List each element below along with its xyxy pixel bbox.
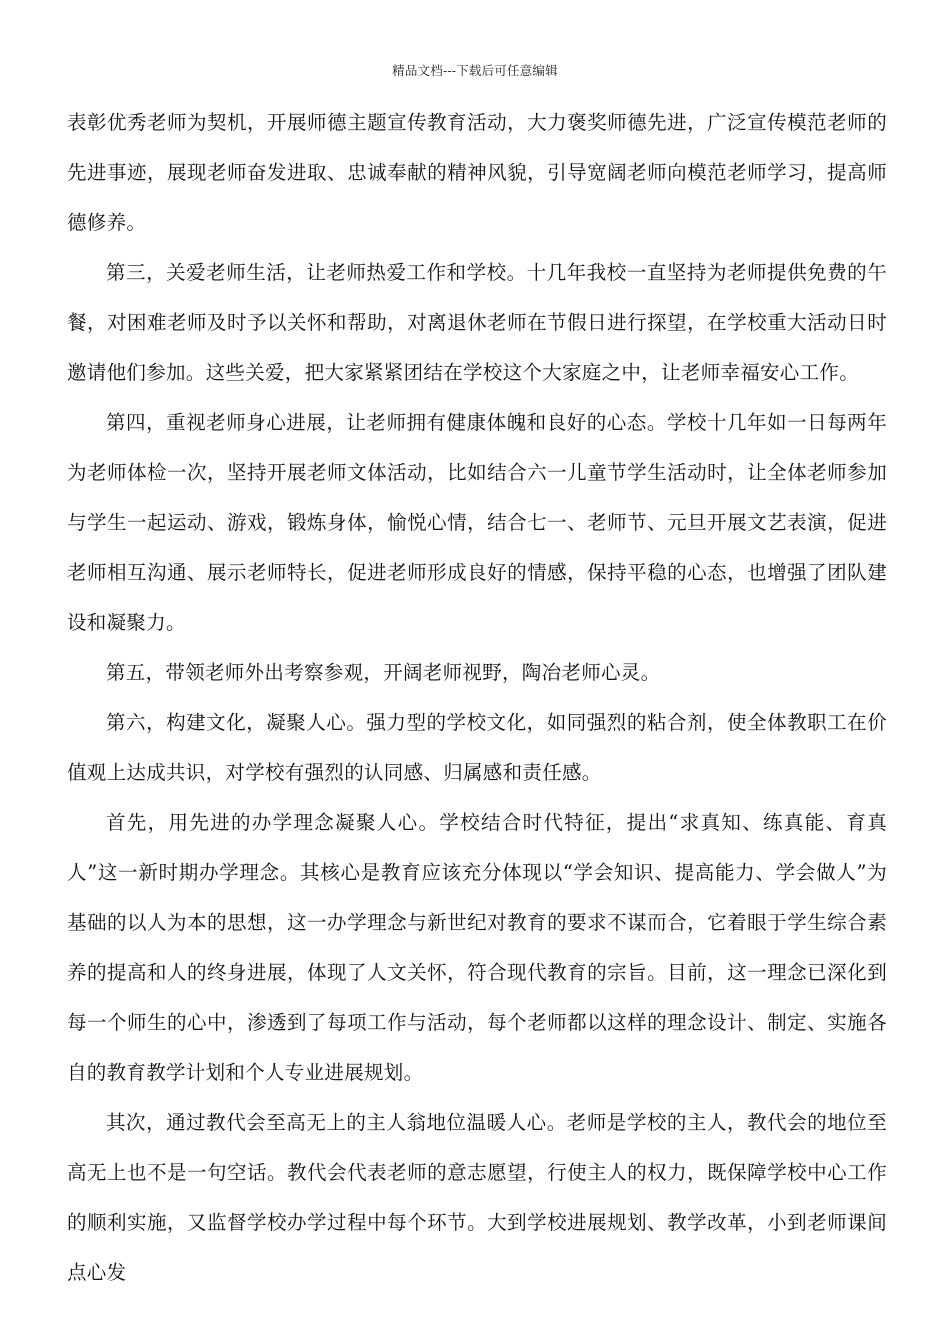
paragraph-6: 首先，用先进的办学理念凝聚人心。学校结合时代特征，提出“求真知、练真能、育真人”这一新时期办学理念。其核心是教育应该充分体现以“学会知识、提高能力、学会做人”为基础的以人为本的思想，这一办学理念与新世纪对教育的要求不谋而合，它着眼于学生综合素养的提高和人的终身进展，体现了人文关怀，符合现代教育的宗旨。目前，这一理念已深化到每一个师生的心中，渗透到了每项工作与活动，每个老师都以这样的理念设计、制定、实施各自的教育教学计划和个人专业进展规划。	[67, 811, 887, 1084]
paragraph-7: 其次，通过教代会至高无上的主人翁地位温暖人心。老师是学校的主人，教代会的地位至高无上也不是一句空话。教代会代表老师的意志愿望，行使主人的权力，既保障学校中心工作的顺利实施，又监督学校办学过程中每个环节。大到学校进展规划、教学改革，小到老师课间点心发	[67, 1111, 887, 1284]
document-body	[67, 98, 887, 1298]
page-header: 精品文档---下载后可任意编辑	[392, 63, 558, 78]
paragraph-3: 第四，重视老师身心进展，让老师拥有健康体魄和良好的心态。学校十几年如一日每两年为老师体检一次，坚持开展老师文体活动，比如结合六一儿童节学生活动时，让全体老师参加与学生一起运动、游戏，锻炼身体，愉悦心情，结合七一、老师节、元旦开展文艺表演，促进老师相互沟通、展示老师特长，促进老师形成良好的情感，保持平稳的心态，也增强了团队建设和凝聚力。	[67, 411, 887, 634]
paragraph-4: 第五，带领老师外出考察参观，开阔老师视野，陶冶老师心灵。	[106, 661, 661, 684]
paragraph-2: 第三，关爱老师生活，让老师热爱工作和学校。十几年我校一直坚持为老师提供免费的午餐，对困难老师及时予以关怀和帮助，对离退休老师在节假日进行探望，在学校重大活动日时邀请他们参加。这些关爱，把大家紧紧团结在学校这个大家庭之中，让老师幸福安心工作。	[67, 261, 887, 384]
paragraph-5: 第六，构建文化，凝聚人心。强力型的学校文化，如同强烈的粘合剂，使全体教职工在价值观上达成共识，对学校有强烈的认同感、归属感和责任感。	[67, 711, 887, 784]
paragraph-1: 表彰优秀老师为契机，开展师德主题宣传教育活动，大力褒奖师德先进，广泛宣传模范老师的先进事迹，展现老师奋发进取、忠诚奉献的精神风貌，引导宽阔老师向模范老师学习，提高师德修养。	[67, 111, 887, 234]
